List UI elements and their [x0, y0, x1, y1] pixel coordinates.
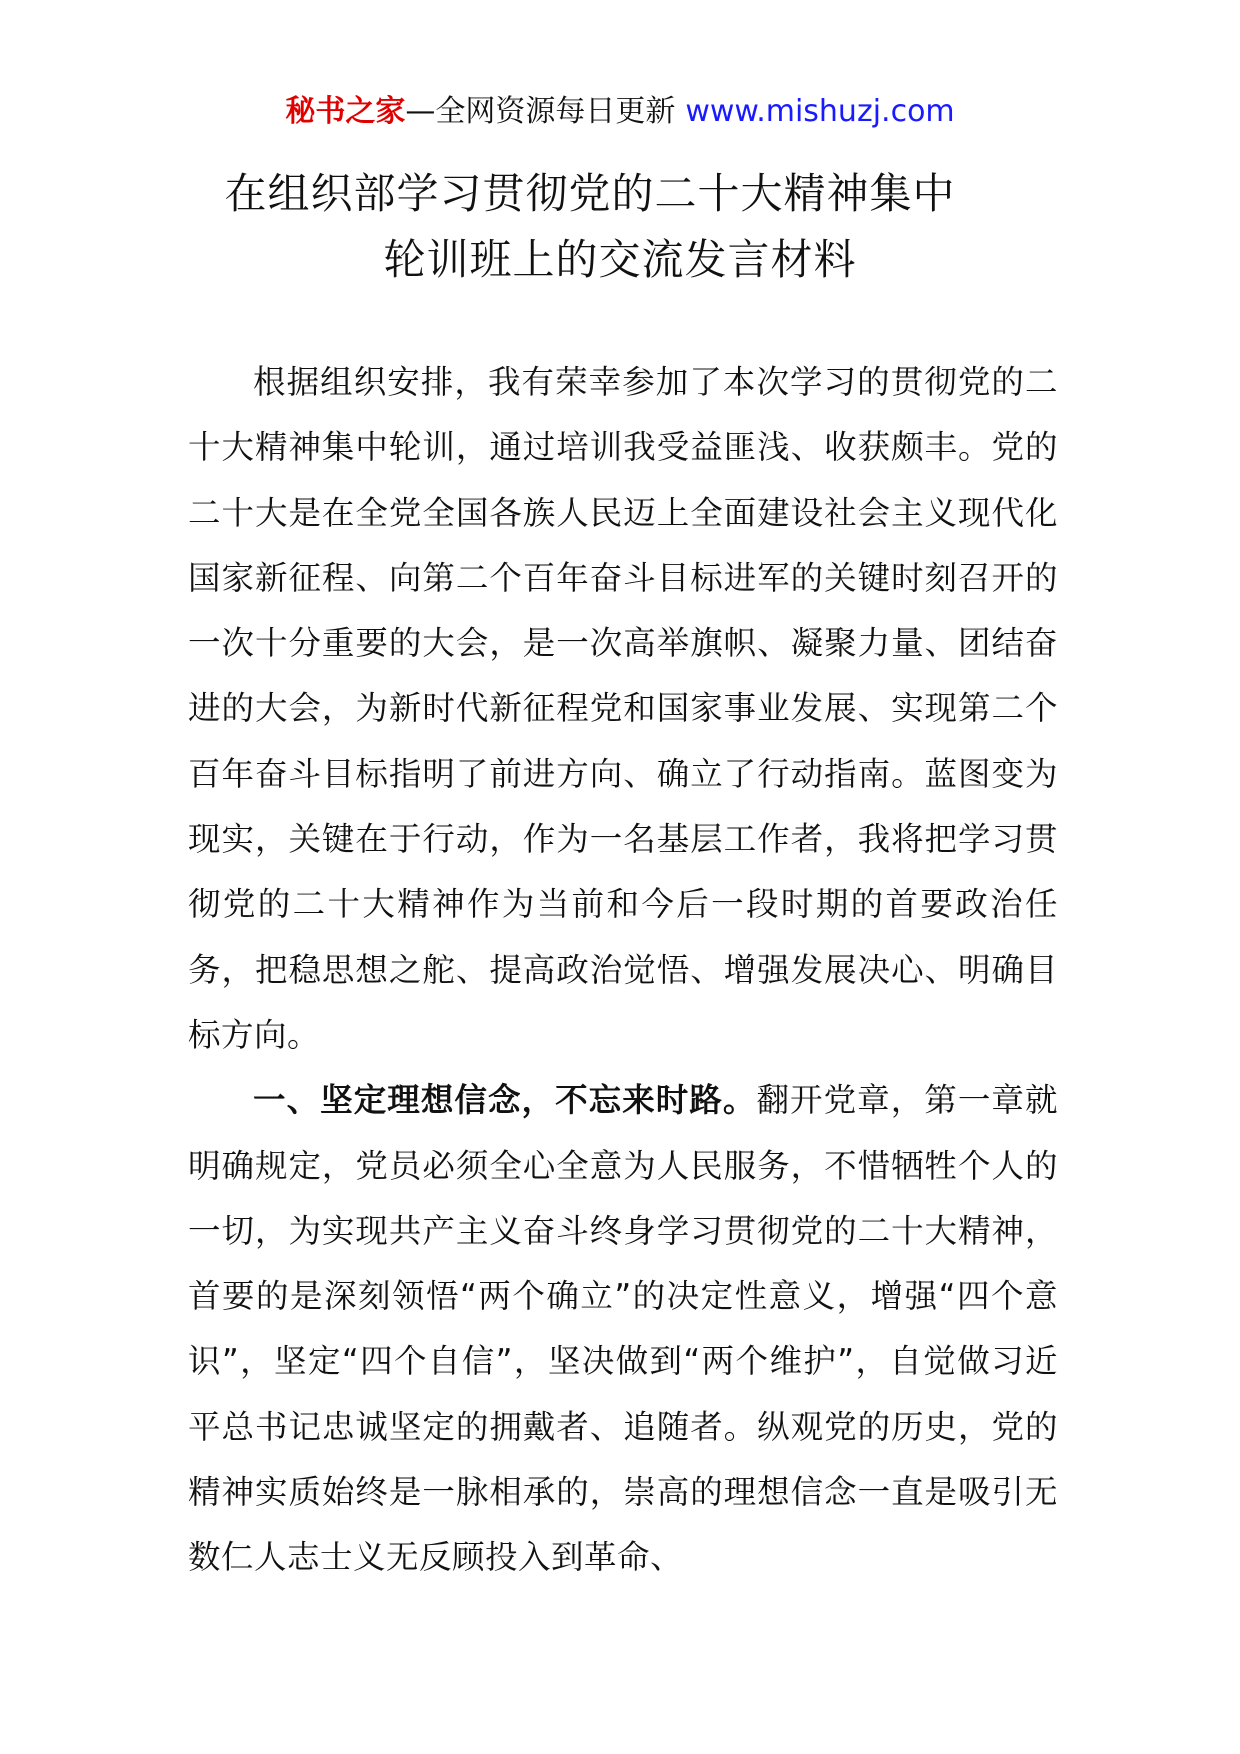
- document-body: [188, 350, 1058, 1591]
- paragraph-1: 根据组织安排，我有荣幸参加了本次学习的贯彻党的二十大精神集中轮训，通过培训我受益匪浅、收获颇丰。党的二十大是在全党全国各族人民迈上全面建设社会主义现代化国家新征程、向第二个百年奋斗目标进军的关键时刻召开的一次十分重要的大会，是一次高举旗帜、凝聚力量、团结奋进的大会，为新时代新征程党和国家事业发展、实现第二个百年奋斗目标指明了前进方向、确立了行动指南。蓝图变为现实，关键在于行动，作为一名基层工作者，我将把学习贯彻党的二十大精神作为当前和今后一段时期的首要政治任务，把稳思想之舵、提高政治觉悟、增强发展决心、明确目标方向。: [188, 363, 1058, 1054]
- section-heading-1: 一、坚定理想信念，不忘来时路。: [253, 1081, 757, 1120]
- site-slogan: —全网资源每日更新: [405, 94, 676, 129]
- document-title-line-2: 轮训班上的交流发言材料: [383, 235, 857, 284]
- site-url[interactable]: www.mishuzj.com: [685, 94, 955, 129]
- document-title-line-1: 在组织部学习贯彻党的二十大精神集中: [224, 169, 956, 218]
- site-header: [0, 92, 1240, 132]
- site-brand: 秘书之家: [285, 94, 406, 129]
- paragraph-2: [188, 1068, 1058, 1590]
- paragraph-2-text: 翻开党章，第一章就明确规定，党员必须全心全意为人民服务，不惜牺牲个人的一切，为实现共产主义奋斗终身学习贯彻党的二十大精神，首要的是深刻领悟“两个确立”的决定性意义，增强“四个意识”，坚定“四个自信”，坚决做到“两个维护”，自觉做习近平总书记忠诚坚定的拥戴者、追随者。纵观党的历史，党的精神实质始终是一脉相承的，崇高的理想信念一直是吸引无数仁人志士义无反顾投入到革命、: [188, 1081, 1058, 1577]
